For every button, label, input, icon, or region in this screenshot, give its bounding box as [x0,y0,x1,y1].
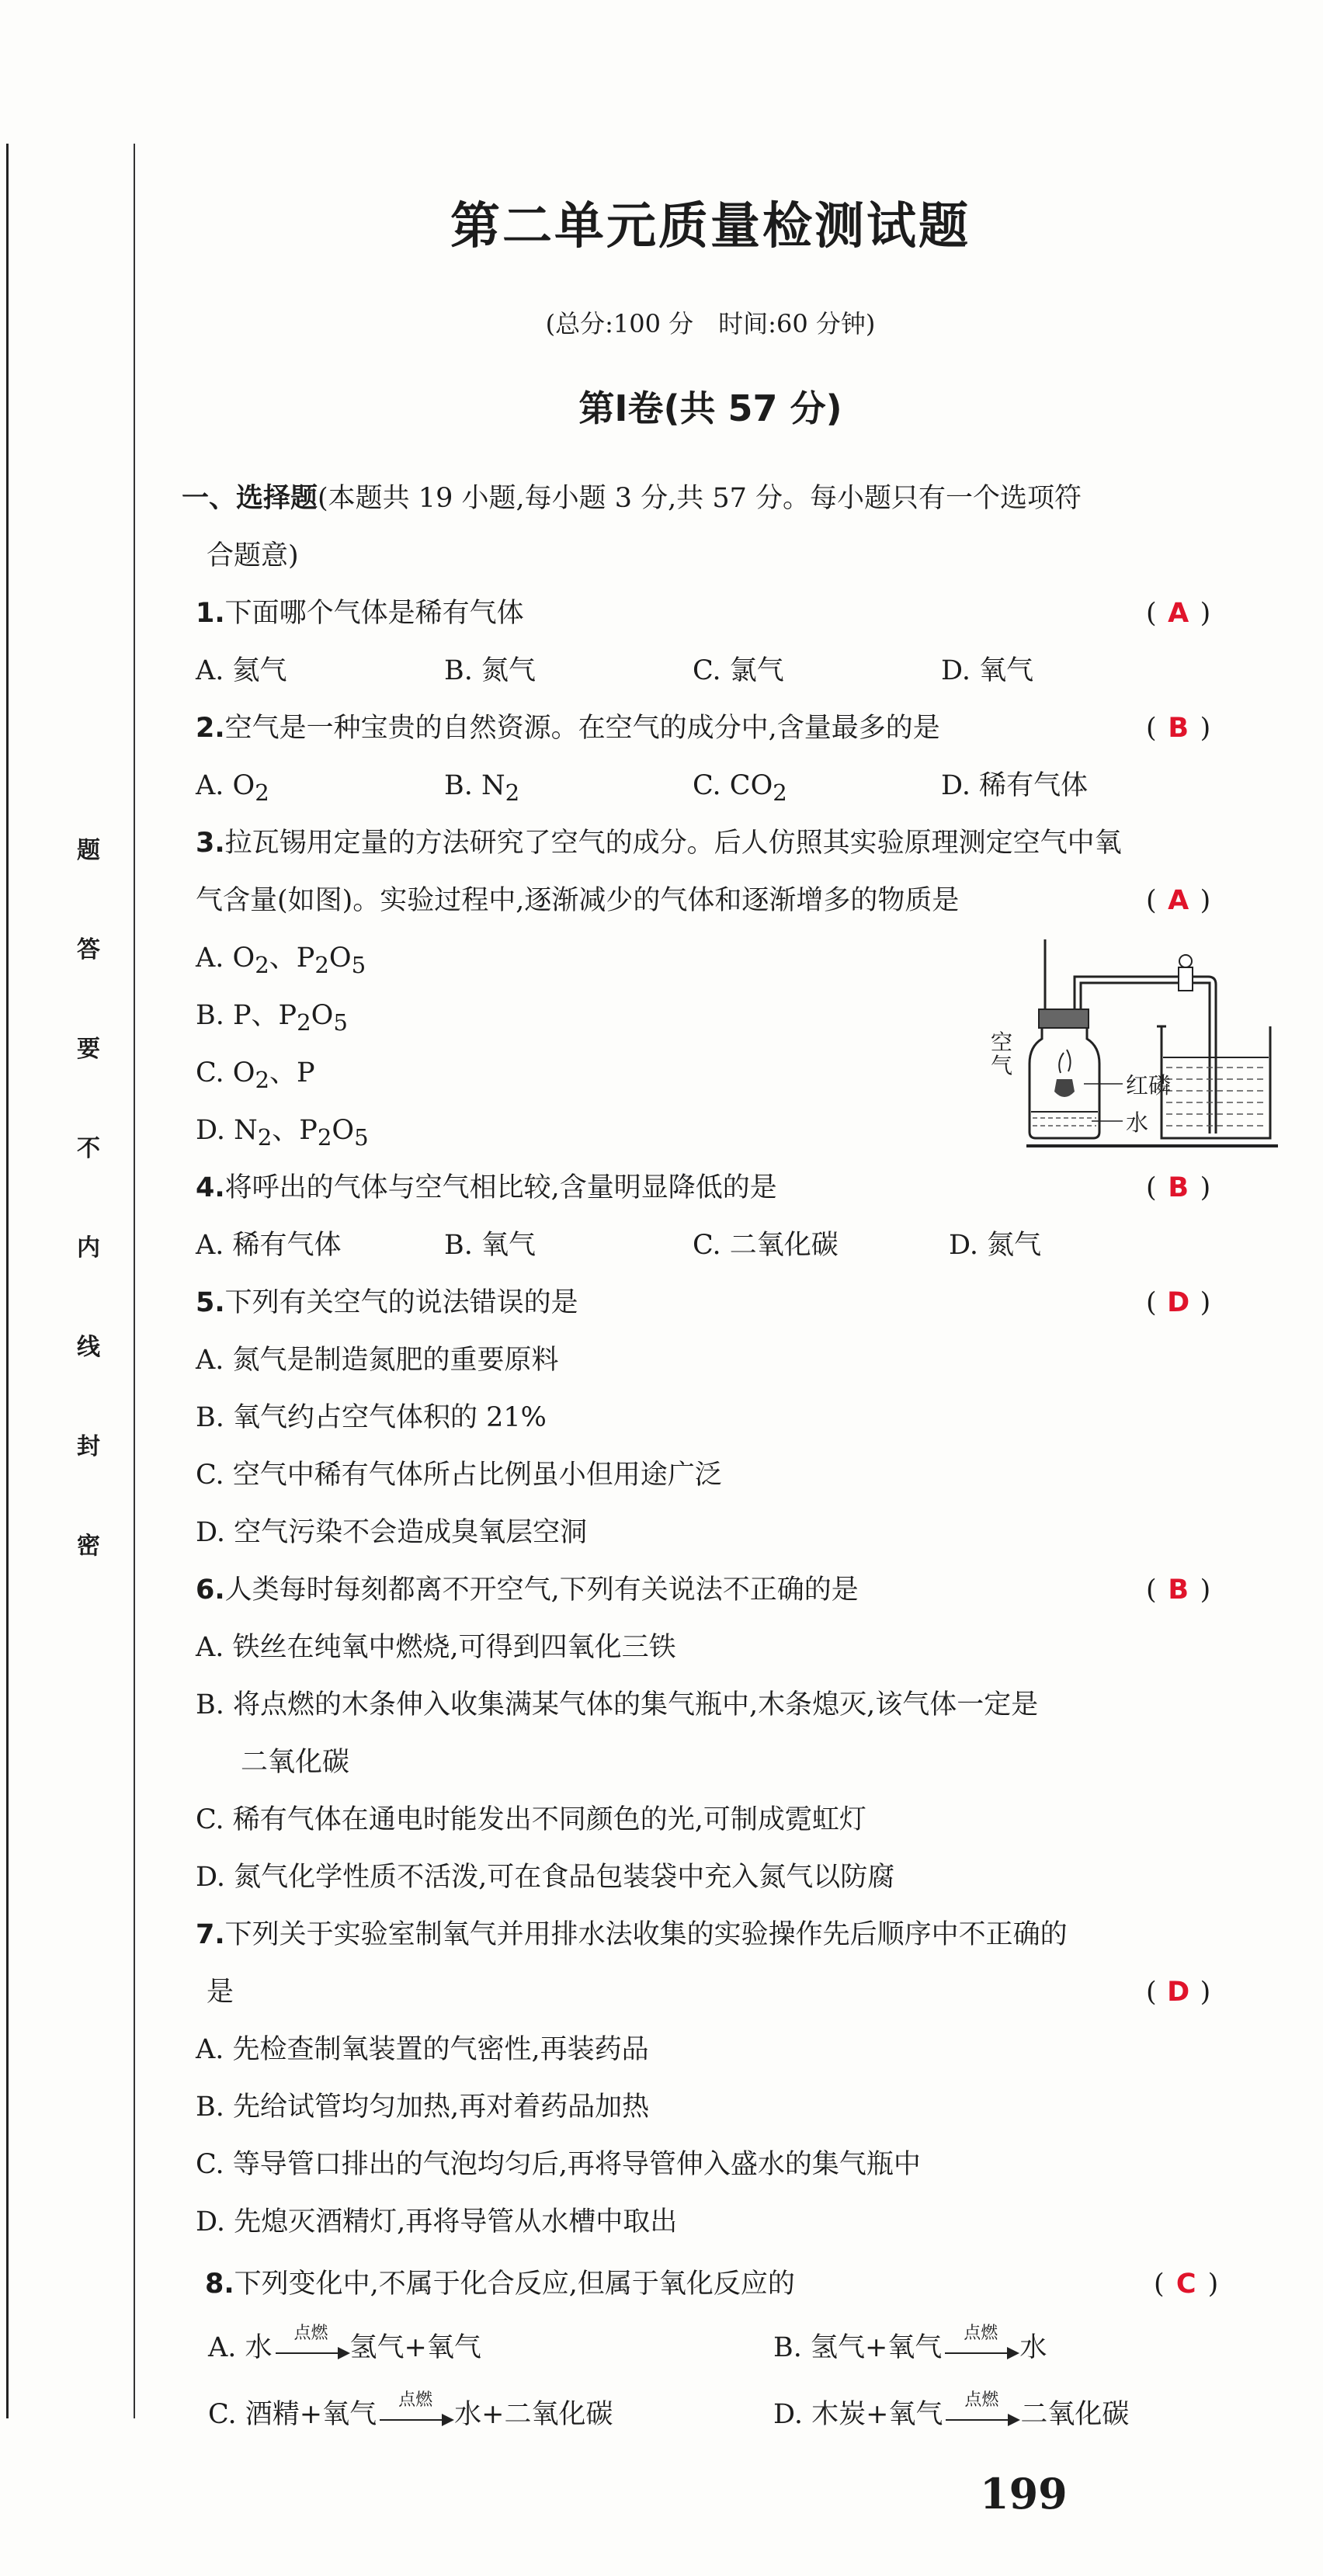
answer: B [1168,1574,1189,1606]
option: D. 木炭+氧气 点燃 二氧化碳 [773,2390,1130,2430]
question-stem: 2.空气是一种宝贵的自然资源。在空气的成分中,含量最多的是 [196,713,940,744]
question-stem: 5.下列有关空气的说法错误的是 [196,1287,578,1318]
option: B. 氧气约占空气体积的 21% [196,1402,547,1433]
section-instr-2: 合题意) [207,540,299,571]
answer-slot: ( B ) [1146,1571,1210,1609]
option: C. 稀有气体在通电时能发出不同颜色的光,可制成霓虹灯 [196,1804,866,1835]
option: B. $N_2$ [444,770,520,806]
option: B. P、$P_2O_5$ [196,1000,348,1036]
option: A. $O_2$、$P_2O_5$ [196,943,366,978]
seal-char: 封 [77,1433,100,1460]
seal-char: 答 [77,936,100,963]
option: C. 等导管口排出的气泡均匀后,再将导管伸入盛水的集气瓶中 [196,2149,921,2180]
question-number: 1. [196,598,225,629]
option: C. $CO_2$ [693,770,787,806]
option: D. $N_2$、$P_2O_5$ [196,1115,369,1151]
volume-title: 第Ⅰ卷(共 57 分) [578,387,842,429]
answer: D [1167,1287,1190,1318]
question-stem-cont: 气含量(如图)。实验过程中,逐渐减少的气体和逐渐增多的物质是 [196,885,960,916]
option: B. 氧气 [444,1230,536,1261]
answer-slot: ( D ) [1146,1974,1210,2011]
option: A. 先检查制氧装置的气密性,再装药品 [196,2034,649,2065]
option: D. 氮气化学性质不活泼,可在食品包装袋中充入氮气以防腐 [196,1862,895,1893]
option: D. 氮气 [949,1230,1042,1261]
seal-char: 不 [77,1135,100,1162]
experiment-apparatus-figure [991,939,1278,1151]
option: C. 空气中稀有气体所占比例虽小但用途广泛 [196,1460,722,1491]
reaction-arrow: 点燃 [377,2402,454,2430]
question-stem: 1.下面哪个气体是稀有气体 [196,598,524,629]
question-stem: 6.人类每时每刻都离不开空气,下列有关说法不正确的是 [196,1574,859,1606]
option: B. 氢气+氧气 点燃 水 [773,2323,1047,2363]
option-cont: 二氧化碳 [241,1747,350,1778]
option: A. 稀有气体 [196,1230,342,1261]
option: C. 氯气 [693,655,784,686]
answer: B [1168,713,1189,744]
option: B. 先给试管均匀加热,再对着药品加热 [196,2092,650,2123]
question-stem-cont: 是 [207,1977,234,2008]
answer-slot: ( B ) [1146,710,1210,747]
question-stem: 3.拉瓦锡用定量的方法研究了空气的成分。后人仿照其实验原理测定空气中氧 [196,828,1122,859]
answer: D [1167,1977,1190,2008]
option: B. 氮气 [444,655,536,686]
seal-char: 密 [77,1533,100,1560]
option: A. 水 点燃 氢气+氧气 [208,2323,481,2363]
answer: A [1168,598,1189,629]
section-instructions [182,480,1082,517]
question-stem: 4.将呼出的气体与空气相比较,含量明显降低的是 [196,1172,777,1203]
page-title: 第二单元质量检测试题 [450,198,971,255]
option: A. $O_2$ [196,770,269,806]
answer: A [1168,885,1189,916]
label-phosphorus: 红磷 [1126,1072,1172,1099]
answer: C [1175,2269,1196,2300]
section-heading: 一、选择题 [182,483,318,514]
answer-slot: ( C ) [1154,2265,1218,2303]
option: D. 空气污染不会造成臭氧层空洞 [196,1517,588,1548]
binding-margin-text [75,831,102,1561]
seal-char: 要 [77,1036,100,1063]
page-number: 199 [980,2469,1068,2519]
seal-char: 题 [77,837,100,864]
option: C. 酒精+氧气 点燃 水+二氧化碳 [208,2390,613,2430]
option: A. 氮气是制造氮肥的重要原料 [196,1345,559,1376]
option: B. 将点燃的木条伸入收集满某气体的集气瓶中,木条熄灭,该气体一定是 [196,1689,1039,1720]
option: D. 稀有气体 [941,770,1089,801]
option: A. 氦气 [196,655,287,686]
binding-line-inner [134,144,135,2418]
reaction-arrow: 点燃 [942,2335,1019,2363]
question-stem: 7.下列关于实验室制氧气并用排水法收集的实验操作先后顺序中不正确的 [196,1919,1068,1950]
answer: B [1168,1172,1189,1203]
question-stem: 8.下列变化中,不属于化合反应,但属于氧化反应的 [205,2269,795,2300]
answer-slot: ( D ) [1146,1284,1210,1321]
seal-char: 内 [77,1234,100,1262]
label-air: 空气 [991,1029,1013,1078]
option: C. $O_2$、P [196,1057,315,1093]
reaction-arrow: 点燃 [273,2335,350,2363]
exam-info: (总分:100 分 时间:60 分钟) [545,309,876,338]
option: D. 氧气 [941,655,1034,686]
answer-slot: ( B ) [1146,1169,1210,1206]
option: C. 二氧化碳 [693,1230,839,1261]
section-instr-1: (本题共 19 小题,每小题 3 分,共 57 分。每小题只有一个选项符 [318,483,1082,514]
seal-char: 线 [77,1334,100,1361]
answer-slot: ( A ) [1146,595,1210,632]
option: A. 铁丝在纯氧中燃烧,可得到四氧化三铁 [196,1632,676,1663]
option: D. 先熄灭酒精灯,再将导管从水槽中取出 [196,2206,678,2238]
reaction-arrow: 点燃 [943,2402,1020,2430]
binding-line-outer [6,144,9,2418]
label-water: 水 [1126,1109,1149,1136]
answer-slot: ( A ) [1146,882,1210,919]
